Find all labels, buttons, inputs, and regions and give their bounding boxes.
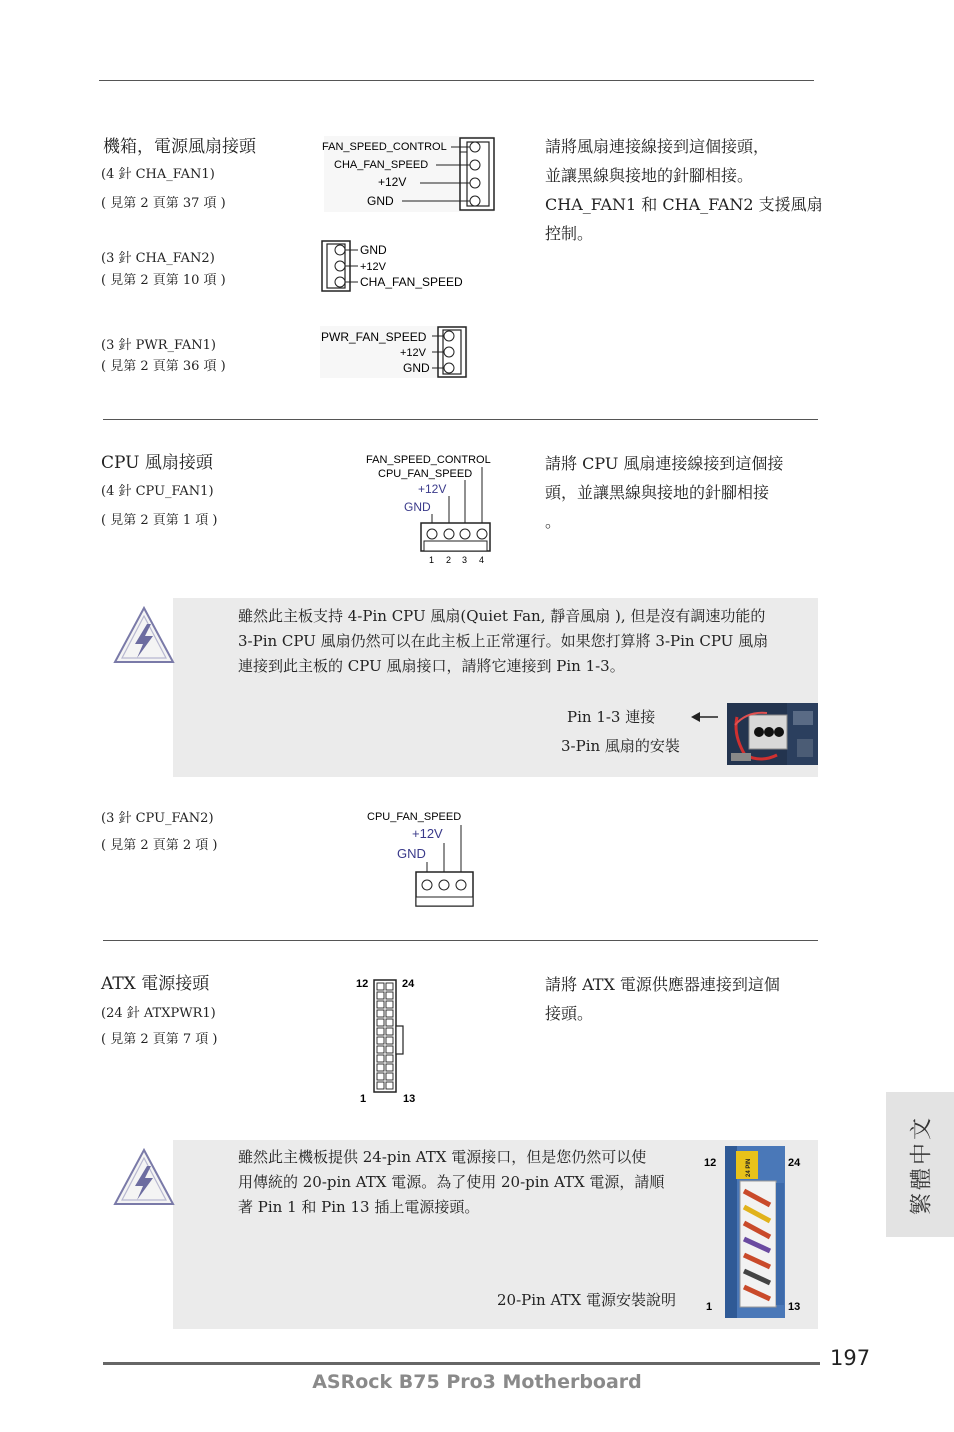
pin-number: 4 xyxy=(479,555,485,565)
arrow-left-icon xyxy=(690,710,720,724)
chassis-fan-description xyxy=(545,132,835,248)
atx-pin xyxy=(386,1019,393,1026)
footer-rule xyxy=(103,1362,820,1365)
cha-fan2-diagram xyxy=(318,238,478,294)
chassis-fan-title: 機箱，電源風扇接頭 xyxy=(103,137,256,157)
atx-pin xyxy=(386,992,393,999)
atx-power-title: ATX 電源接頭 xyxy=(101,974,210,994)
atx-24pin-diagram xyxy=(350,972,430,1108)
pin-number: 1 xyxy=(360,1093,367,1105)
atx-pin xyxy=(377,1055,384,1062)
atx-pin xyxy=(386,983,393,990)
cpu-fan-description xyxy=(545,449,835,536)
pin-number: 24 xyxy=(788,1157,801,1169)
pin-number: 13 xyxy=(788,1301,801,1313)
desc-line: 請將風扇連接線接到這個接頭， xyxy=(545,137,770,156)
diag-label: GND xyxy=(404,500,431,514)
diag-label: PWR_FAN_SPEED xyxy=(321,330,427,344)
atx-pin xyxy=(377,1064,384,1071)
atx-pin xyxy=(386,1082,393,1089)
atx-pin xyxy=(386,1010,393,1017)
desc-line: 接頭。 xyxy=(545,1004,594,1023)
note-line: 著 Pin 1 和 Pin 13 插上電源接頭。 xyxy=(238,1198,480,1216)
pin-number: 1 xyxy=(706,1301,713,1313)
desc-line: 。 xyxy=(545,512,562,531)
diag-label: FAN_SPEED_CONTROL xyxy=(366,454,491,466)
cha-fan1-pins: (4 針 CHA_FAN1) xyxy=(101,167,215,182)
diag-label: CHA_FAN_SPEED xyxy=(360,275,463,289)
atx-pins: (24 針 ATXPWR1) xyxy=(101,1006,216,1021)
desc-line: 頭，並讓黑線與接地的針腳相接 xyxy=(545,483,770,502)
warning-icon xyxy=(111,604,177,666)
desc-line: 控制。 xyxy=(545,224,594,243)
desc-line: 請將 ATX 電源供應器連接到這個 xyxy=(545,975,780,994)
atx-pin xyxy=(377,1028,384,1035)
atx-pin xyxy=(386,1046,393,1053)
desc-line: CHA_FAN1 和 CHA_FAN2 支援風扇 xyxy=(545,195,823,214)
cha-fan2-ref: ( 見第 2 頁第 10 項 ) xyxy=(101,273,226,288)
atx-pin xyxy=(377,1001,384,1008)
diag-label: GND xyxy=(397,846,426,861)
cpu-fan-photo xyxy=(727,703,818,765)
pin-number: 12 xyxy=(704,1157,717,1169)
pin-number: 12 xyxy=(356,978,369,990)
warning-icon xyxy=(111,1146,177,1208)
pin-number: 3 xyxy=(462,555,468,565)
diag-label: +12V xyxy=(400,347,426,359)
desc-line: 請將 CPU 風扇連接線接到這個接 xyxy=(545,454,784,473)
cpu-fan1-pins: (4 針 CPU_FAN1) xyxy=(101,484,214,499)
pwr-fan1-ref: ( 見第 2 頁第 36 項 ) xyxy=(101,359,226,374)
atx-ref: ( 見第 2 頁第 7 項 ) xyxy=(101,1032,218,1047)
atx-install-photo xyxy=(700,1143,810,1323)
note-caption: 3-Pin 風扇的安裝 xyxy=(561,737,680,755)
cha-fan2-pins: (3 針 CHA_FAN2) xyxy=(101,251,215,266)
diag-label: GND xyxy=(403,361,430,375)
note-caption: 20-Pin ATX 電源安裝說明 xyxy=(497,1291,676,1309)
diag-label: +12V xyxy=(418,482,447,496)
chip-label: 24 PIN xyxy=(746,1158,752,1177)
atx-pin xyxy=(377,1073,384,1080)
section-divider xyxy=(103,940,818,941)
pin-number: 1 xyxy=(429,555,435,565)
cpu-fan-title: CPU 風扇接頭 xyxy=(101,453,213,473)
cha-fan1-diagram xyxy=(318,134,500,214)
cha-fan1-ref: ( 見第 2 頁第 37 項 ) xyxy=(101,196,226,211)
note-caption: Pin 1-3 連接 xyxy=(567,708,656,726)
footer-title: ASRock B75 Pro3 Motherboard xyxy=(312,1371,642,1393)
pwr-fan1-pins: (3 針 PWR_FAN1) xyxy=(101,338,217,353)
atx-pin xyxy=(386,1064,393,1071)
diag-label: CPU_FAN_SPEED xyxy=(378,468,473,480)
note-line: 用傳統的 20-pin ATX 電源。為了使用 20-pin ATX 電源，請順 xyxy=(238,1173,665,1191)
atx-pin xyxy=(377,1010,384,1017)
atx-pin xyxy=(386,1001,393,1008)
note-line: 3-Pin CPU 風扇仍然可以在此主板上正常運行。如果您打算將 3-Pin CPU 風扇 xyxy=(238,632,769,650)
pin-number: 2 xyxy=(446,555,452,565)
cpu-fan1-ref: ( 見第 2 頁第 1 項 ) xyxy=(101,513,218,528)
cpu-fan1-diagram xyxy=(362,450,502,568)
atx-pin xyxy=(386,1037,393,1044)
atx-pin xyxy=(377,992,384,999)
diag-label: GND xyxy=(367,194,394,208)
side-tab-label: 繁體中文 xyxy=(909,1114,935,1215)
cpu-fan2-diagram xyxy=(364,805,480,911)
atx-power-description xyxy=(545,970,835,1028)
note-line: 連接到此主板的 CPU 風扇接口，請將它連接到 Pin 1-3。 xyxy=(238,657,625,675)
diag-label: CPU_FAN_SPEED xyxy=(367,811,462,823)
atx-pin xyxy=(386,1028,393,1035)
cpu-fan-note-text xyxy=(238,604,823,679)
desc-line: 並讓黑線與接地的針腳相接。 xyxy=(545,166,754,185)
atx-pin xyxy=(377,1037,384,1044)
page-number: 197 xyxy=(830,1346,871,1370)
cpu-fan2-pins: (3 針 CPU_FAN2) xyxy=(101,811,214,826)
diag-label: +12V xyxy=(360,261,386,273)
language-side-tab xyxy=(886,1092,954,1237)
atx-note-text xyxy=(238,1145,708,1220)
diag-label: +12V xyxy=(378,175,407,189)
pin-number: 24 xyxy=(402,978,415,990)
atx-pin xyxy=(377,983,384,990)
pwr-fan1-diagram xyxy=(318,324,474,380)
cpu-fan2-ref: ( 見第 2 頁第 2 項 ) xyxy=(101,838,218,853)
top-rule xyxy=(99,80,814,81)
pin-number: 13 xyxy=(403,1093,416,1105)
diag-label: +12V xyxy=(412,826,443,841)
diag-label: GND xyxy=(360,243,387,257)
section-divider xyxy=(103,419,818,420)
atx-pin xyxy=(386,1073,393,1080)
diag-label: FAN_SPEED_CONTROL xyxy=(322,141,447,153)
note-line: 雖然此主機板提供 24-pin ATX 電源接口，但是您仍然可以使 xyxy=(238,1148,647,1166)
atx-pin xyxy=(386,1055,393,1062)
atx-pin xyxy=(377,1046,384,1053)
atx-pin xyxy=(377,1019,384,1026)
note-line: 雖然此主板支持 4-Pin CPU 風扇(Quiet Fan, 靜音風扇 ), 但是沒有調速功能的 xyxy=(238,607,766,625)
atx-pin xyxy=(377,1082,384,1089)
diag-label: CHA_FAN_SPEED xyxy=(334,159,429,171)
